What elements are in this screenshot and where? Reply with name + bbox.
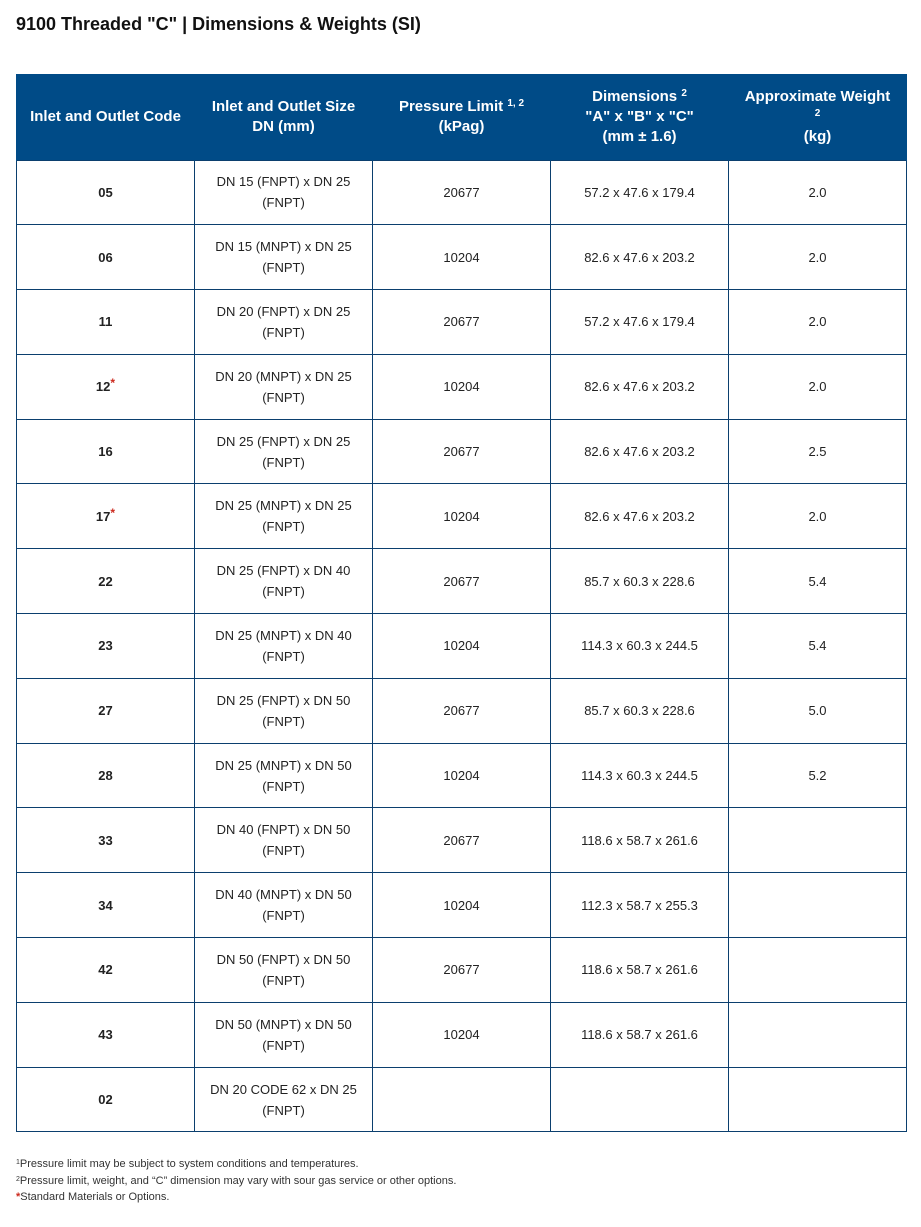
- code-cell: 06: [17, 225, 195, 290]
- table-row: [17, 225, 907, 290]
- pressure-cell: 20677: [373, 419, 551, 484]
- pressure-cell: 10204: [373, 484, 551, 549]
- footnote-star: *Standard Materials or Options.: [16, 1191, 170, 1203]
- header-dimensions: Dimensions $^2$ "A" x "B" x "C" (mm ± 1.6): [551, 74, 729, 160]
- dimensions-cell: 114.3 x 60.3 x 244.5: [551, 743, 729, 808]
- standard-star-icon: *: [110, 376, 116, 391]
- code-cell: 02: [17, 1067, 195, 1132]
- footnote-2: $^2$Pressure limit, weight, and “C” dimension may vary with sour gas service or other options.: [16, 1174, 457, 1187]
- table-row: [17, 873, 907, 938]
- code-cell: 34: [17, 873, 195, 938]
- dimensions-cell: 112.3 x 58.7 x 255.3: [551, 873, 729, 938]
- code-cell: 12*: [17, 354, 195, 419]
- footnotes: [16, 1156, 456, 1206]
- weight-cell: 5.2: [729, 743, 907, 808]
- pressure-cell: 10204: [373, 873, 551, 938]
- size-cell: DN 20 (FNPT) x DN 25 (FNPT): [195, 290, 373, 355]
- table-row: [17, 678, 907, 743]
- size-cell: DN 40 (FNPT) x DN 50 (FNPT): [195, 808, 373, 873]
- table-row: [17, 743, 907, 808]
- weight-cell: [729, 873, 907, 938]
- weight-cell: [729, 1067, 907, 1132]
- size-cell: DN 20 CODE 62 x DN 25 (FNPT): [195, 1067, 373, 1132]
- header-inlet-outlet-size: Inlet and Outlet Size DN (mm): [195, 74, 373, 160]
- dimensions-cell: 118.6 x 58.7 x 261.6: [551, 938, 729, 1003]
- code-cell: 27: [17, 678, 195, 743]
- size-cell: DN 25 (FNPT) x DN 50 (FNPT): [195, 678, 373, 743]
- pressure-cell: 20677: [373, 549, 551, 614]
- header-approximate-weight: Approximate Weight $^2$ (kg): [729, 74, 907, 160]
- size-cell: DN 15 (MNPT) x DN 25 (FNPT): [195, 225, 373, 290]
- pressure-cell: 20677: [373, 808, 551, 873]
- dimensions-cell: 118.6 x 58.7 x 261.6: [551, 1002, 729, 1067]
- size-cell: DN 20 (MNPT) x DN 25 (FNPT): [195, 354, 373, 419]
- dimensions-cell: 82.6 x 47.6 x 203.2: [551, 354, 729, 419]
- pressure-cell: [373, 1067, 551, 1132]
- code-cell: 16: [17, 419, 195, 484]
- code-cell: 05: [17, 160, 195, 225]
- table-row: [17, 290, 907, 355]
- footnote-1: $^1$Pressure limit may be subject to system conditions and temperatures.: [16, 1158, 359, 1170]
- pressure-cell: 20677: [373, 678, 551, 743]
- size-cell: DN 25 (MNPT) x DN 40 (FNPT): [195, 614, 373, 679]
- footnote-ref: 1, 2: [507, 97, 525, 109]
- standard-star-icon: *: [110, 505, 116, 520]
- header-row: [17, 74, 907, 160]
- dimensions-table: [16, 74, 907, 1132]
- table-row: [17, 484, 907, 549]
- pressure-cell: 20677: [373, 938, 551, 1003]
- table-row: [17, 1002, 907, 1067]
- code-cell: 22: [17, 549, 195, 614]
- weight-cell: 2.0: [729, 354, 907, 419]
- weight-cell: 2.0: [729, 160, 907, 225]
- dimensions-cell: 85.7 x 60.3 x 228.6: [551, 678, 729, 743]
- weight-cell: 2.0: [729, 290, 907, 355]
- table-row: [17, 614, 907, 679]
- weight-cell: [729, 1002, 907, 1067]
- table-row: [17, 1067, 907, 1132]
- table-row: [17, 808, 907, 873]
- table-row: [17, 160, 907, 225]
- header-inlet-outlet-code: Inlet and Outlet Code: [17, 74, 195, 160]
- dimensions-cell: 85.7 x 60.3 x 228.6: [551, 549, 729, 614]
- dimensions-cell: 57.2 x 47.6 x 179.4: [551, 290, 729, 355]
- size-cell: DN 25 (MNPT) x DN 50 (FNPT): [195, 743, 373, 808]
- dimensions-cell: 118.6 x 58.7 x 261.6: [551, 808, 729, 873]
- weight-cell: [729, 808, 907, 873]
- code-cell: 11: [17, 290, 195, 355]
- code-cell: 33: [17, 808, 195, 873]
- size-cell: DN 15 (FNPT) x DN 25 (FNPT): [195, 160, 373, 225]
- code-cell: 17*: [17, 484, 195, 549]
- weight-cell: 2.5: [729, 419, 907, 484]
- dimensions-cell: 82.6 x 47.6 x 203.2: [551, 419, 729, 484]
- footnote-ref: 2: [681, 87, 687, 99]
- code-cell: 42: [17, 938, 195, 1003]
- pressure-cell: 10204: [373, 614, 551, 679]
- dimensions-cell: 82.6 x 47.6 x 203.2: [551, 225, 729, 290]
- pressure-cell: 20677: [373, 290, 551, 355]
- weight-cell: [729, 938, 907, 1003]
- size-cell: DN 50 (MNPT) x DN 50 (FNPT): [195, 1002, 373, 1067]
- weight-cell: 2.0: [729, 484, 907, 549]
- table-row: [17, 549, 907, 614]
- size-cell: DN 40 (MNPT) x DN 50 (FNPT): [195, 873, 373, 938]
- dimensions-cell: 57.2 x 47.6 x 179.4: [551, 160, 729, 225]
- size-cell: DN 25 (FNPT) x DN 40 (FNPT): [195, 549, 373, 614]
- table-row: [17, 419, 907, 484]
- code-cell: 28: [17, 743, 195, 808]
- size-cell: DN 25 (MNPT) x DN 25 (FNPT): [195, 484, 373, 549]
- pressure-cell: 10204: [373, 1002, 551, 1067]
- dimensions-cell: 114.3 x 60.3 x 244.5: [551, 614, 729, 679]
- size-cell: DN 50 (FNPT) x DN 50 (FNPT): [195, 938, 373, 1003]
- pressure-cell: 20677: [373, 160, 551, 225]
- header-pressure-limit: Pressure Limit $^{1, 2}$ (kPag): [373, 74, 551, 160]
- page-title: 9100 Threaded "C" | Dimensions & Weights (SI): [16, 14, 421, 34]
- weight-cell: 5.0: [729, 678, 907, 743]
- pressure-cell: 10204: [373, 743, 551, 808]
- code-cell: 43: [17, 1002, 195, 1067]
- weight-cell: 5.4: [729, 549, 907, 614]
- pressure-cell: 10204: [373, 225, 551, 290]
- dimensions-cell: [551, 1067, 729, 1132]
- dimensions-cell: 82.6 x 47.6 x 203.2: [551, 484, 729, 549]
- table-row: [17, 938, 907, 1003]
- weight-cell: 2.0: [729, 225, 907, 290]
- size-cell: DN 25 (FNPT) x DN 25 (FNPT): [195, 419, 373, 484]
- code-cell: 23: [17, 614, 195, 679]
- footnote-ref: 2: [814, 107, 821, 119]
- pressure-cell: 10204: [373, 354, 551, 419]
- table-row: [17, 354, 907, 419]
- weight-cell: 5.4: [729, 614, 907, 679]
